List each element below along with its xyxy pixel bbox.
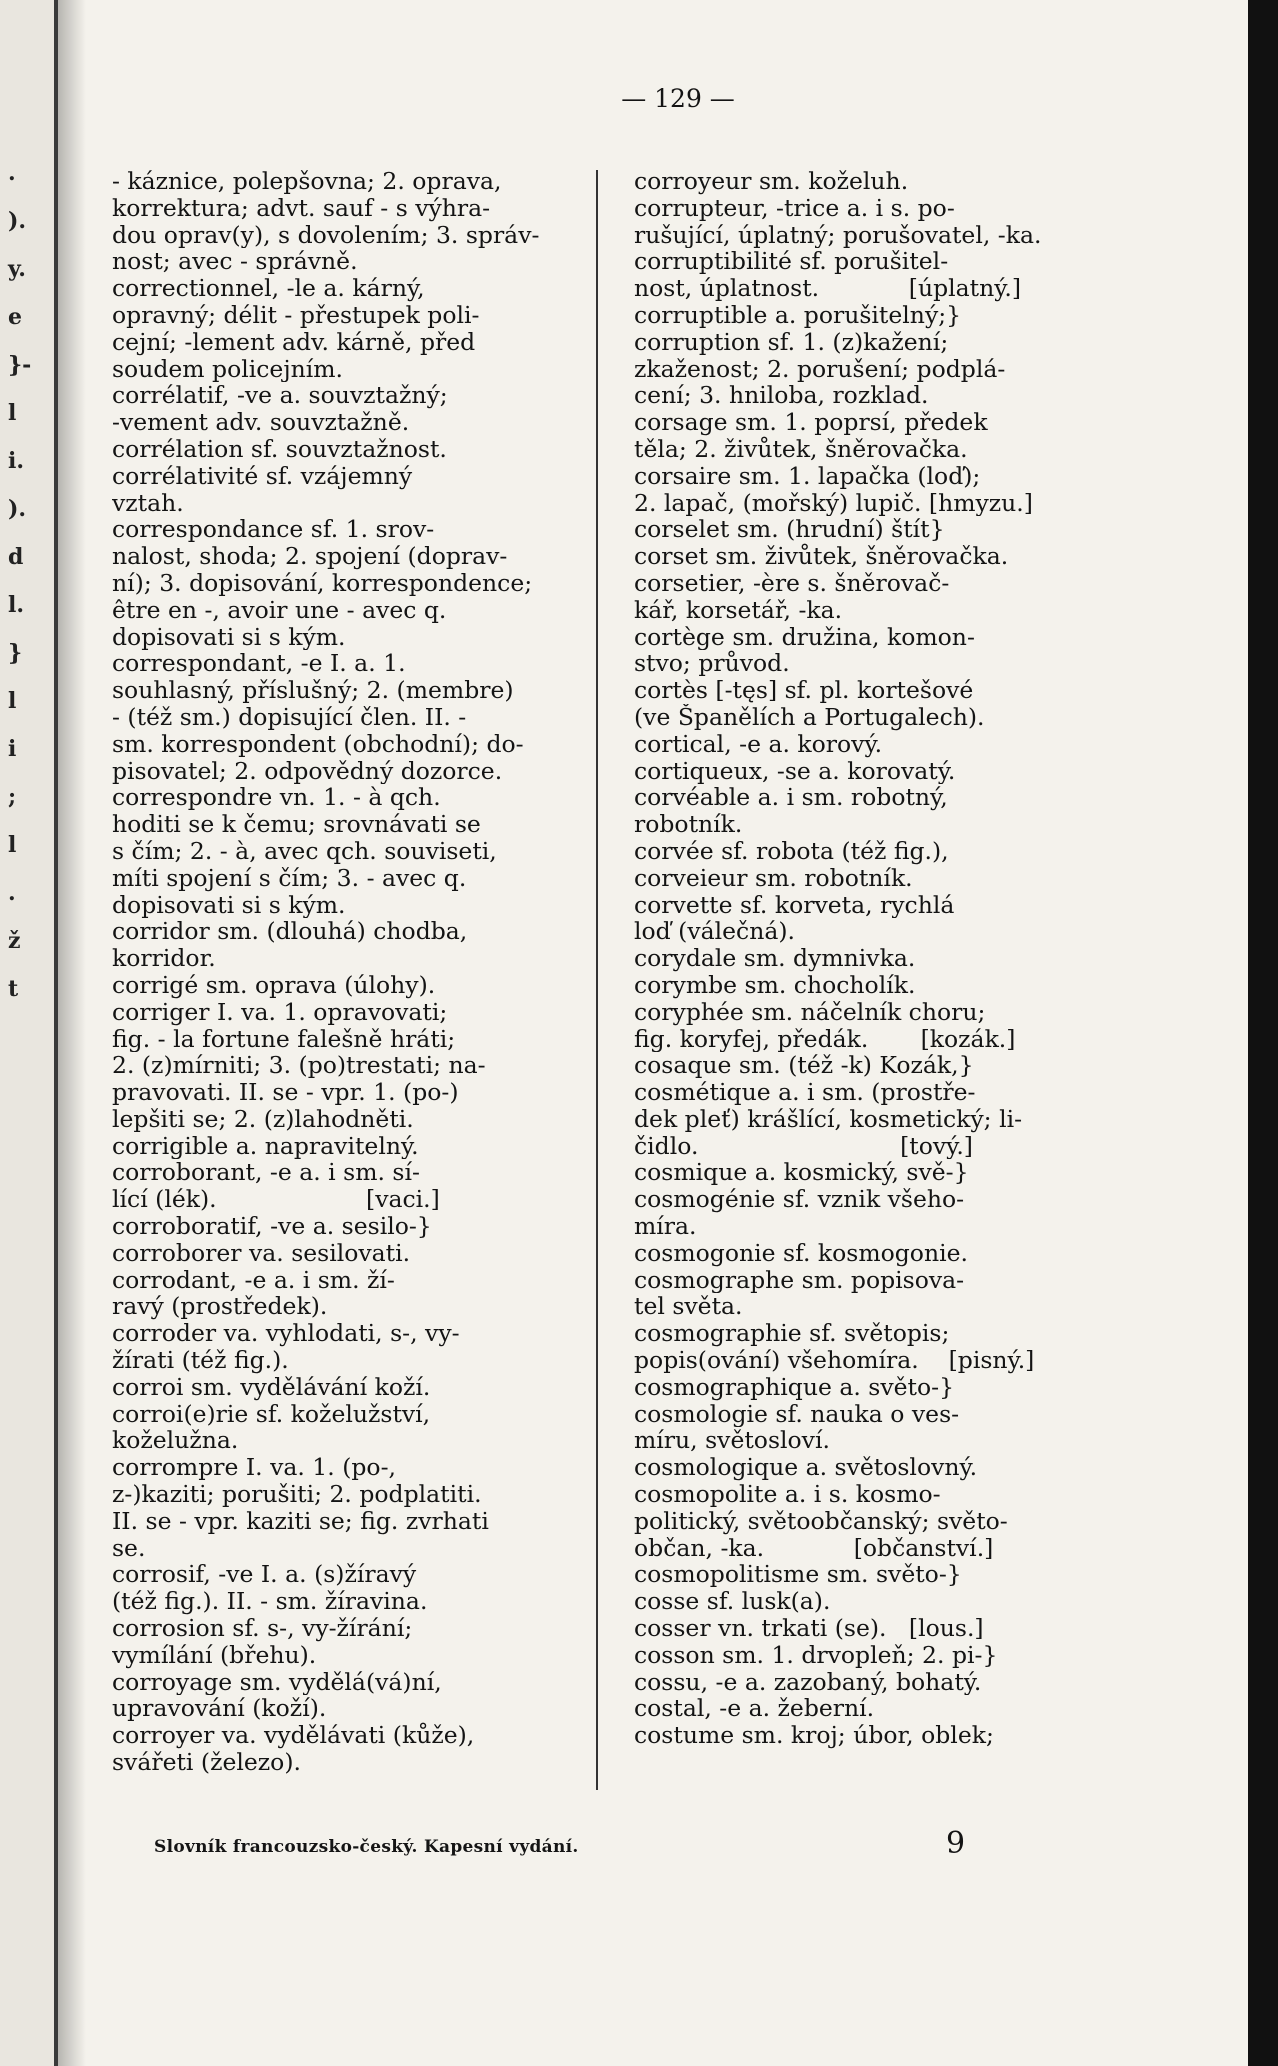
dictionary-line: popis(ování) všehomíra. [pisný.] [634,1347,1035,1374]
adjacent-page-fragment: ; [8,784,17,810]
dictionary-line: -vement adv. souvztažně. [112,409,410,436]
dictionary-line: cosmographique a. světo-} [634,1373,955,1401]
dictionary-line: souhlasný, příslušný; 2. (membre) [112,677,514,704]
adjacent-page-fragment: . [8,160,16,186]
dictionary-line: corroi(e)rie sf. koželužství, [112,1400,431,1428]
dictionary-line: korridor. [112,945,216,972]
dictionary-line: corrodant, -e a. i sm. ží- [112,1266,395,1294]
dictionary-line: ravý (prostředek). [112,1293,328,1321]
dictionary-line: corvette sf. korveta, rychlá [634,891,955,919]
dictionary-line: corroyer va. vydělávati (kůže), [112,1722,475,1750]
dictionary-line: cosmologique a. světoslovný. [634,1454,978,1482]
dictionary-line: dek pleť) krášlící, kosmetický; li- [634,1105,1023,1133]
dictionary-line: corroyage sm. vydělá(vá)ní, [112,1668,442,1696]
dictionary-line: corvéable a. i sm. robotný, [634,784,948,812]
dictionary-line: lící (lék). [vaci.] [112,1186,440,1214]
dictionary-line: corrompre I. va. 1. (po-, [112,1454,396,1482]
dictionary-line: těla; 2. živůtek, šněrovačka. [634,435,968,463]
dictionary-line: cosmique a. kosmický, svě-} [634,1159,969,1187]
dictionary-line: cosse sf. lusk(a). [634,1588,831,1616]
dictionary-line: corroder va. vyhlodati, s-, vy- [112,1320,460,1348]
adjacent-page-fragment: ž [8,928,21,954]
dictionary-line: cosmologie sf. nauka o ves- [634,1400,960,1428]
dictionary-line: II. se - vpr. kaziti se; fig. zvrhati [112,1507,489,1535]
dictionary-line: nalost, shoda; 2. spojení (doprav- [112,543,508,570]
adjacent-page-fragment: l [8,688,17,714]
dictionary-line: opravný; délit - přestupek poli- [112,301,480,329]
dictionary-line: corrélation sf. souvztažnost. [112,435,447,463]
dictionary-line: cejní; -lement adv. kárně, před [112,328,476,356]
dictionary-line: corroborant, -e a. i sm. sí- [112,1159,420,1187]
dictionary-line: corsetier, -ère s. šněrovač- [634,569,950,597]
dictionary-line: pravovati. II. se - vpr. 1. (po-) [112,1079,459,1106]
dictionary-line: - (též sm.) dopisující člen. II. - [112,703,467,731]
dictionary-line: corrupteur, -trice a. i s. po- [634,194,955,222]
dictionary-line: corsage sm. 1. poprsí, předek [634,409,988,436]
right-edge [1248,0,1278,2066]
dictionary-line: correctionnel, -le a. kárný, [112,275,425,302]
dictionary-line: costume sm. kroj; úbor, oblek; [634,1722,994,1750]
adjacent-page-fragment: . [8,880,16,906]
page-number: — 129 — [621,84,735,113]
dictionary-line: cosmétique a. i sm. (prostře- [634,1079,976,1106]
dictionary-line: corrosif, -ve I. a. (s)žíravý [112,1561,417,1589]
dictionary-line: cosser vn. trkati (se). [lous.] [634,1615,984,1642]
dictionary-line: cosmographie sf. světopis; [634,1320,950,1348]
dictionary-line: loď (válečná). [634,918,796,946]
dictionary-line: corrélativité sf. vzájemný [112,462,413,490]
dictionary-line: - káznice, polepšovna; 2. oprava, [112,168,502,195]
dictionary-line: z-)kaziti; porušiti; 2. podplatiti. [112,1481,482,1508]
dictionary-line: dopisovati si s kým. [112,891,346,919]
dictionary-line: corroboratif, -ve a. sesilo-} [112,1213,432,1240]
dictionary-line: corselet sm. (hrudní) štít} [634,516,945,544]
dictionary-line: cení; 3. hniloba, rozklad. [634,382,929,410]
dictionary-line: žírati (též fig.). [112,1347,289,1374]
dictionary-line: cosmogénie sf. vznik všeho- [634,1186,965,1214]
adjacent-page-fragment: } [8,640,23,666]
dictionary-line: fig. - la fortune falešně hráti; [112,1025,456,1053]
dictionary-line: correspondre vn. 1. - à qch. [112,784,441,812]
adjacent-page-fragment: ). [8,208,27,234]
dictionary-line: corridor sm. (dlouhá) chodba, [112,918,468,946]
dictionary-page [58,0,1248,2066]
signature-mark: 9 [946,1826,966,1861]
dictionary-line: nost, úplatnost. [úplatný.] [634,275,1022,302]
dictionary-line: (též fig.). II. - sm. žíravina. [112,1588,428,1616]
dictionary-line: être en -, avoir une - avec q. [112,596,447,624]
gutter-shadow [58,0,86,2066]
left-column [112,168,632,1776]
adjacent-page-fragment: i. [8,448,25,474]
dictionary-line: corveieur sm. robotník. [634,864,913,892]
adjacent-page-fragment: ). [8,496,27,522]
dictionary-line: cosson sm. 1. drvopleň; 2. pi-} [634,1641,998,1669]
dictionary-line: corruptible a. porušitelný;} [634,301,962,329]
dictionary-line: correspondance sf. 1. srov- [112,516,435,544]
dictionary-line: svářeti (železo). [112,1749,301,1776]
dictionary-line: corruptibilité sf. porušitel- [634,248,949,276]
dictionary-line: pisovatel; 2. odpovědný dozorce. [112,757,503,785]
dictionary-line: rušující, úplatný; porušovatel, -ka. [634,221,1042,249]
dictionary-line: corriger I. va. 1. opravovati; [112,998,448,1026]
dictionary-line: soudem policejním. [112,355,344,383]
dictionary-line: zkaženost; 2. porušení; podplá- [634,355,1006,383]
dictionary-line: coryphée sm. náčelník choru; [634,998,986,1026]
adjacent-page-fragment: }- [8,352,32,378]
dictionary-line: vztah. [112,489,184,517]
dictionary-line: hoditi se k čemu; srovnávati se [112,811,481,838]
dictionary-line: cosmogonie sf. kosmogonie. [634,1239,968,1267]
dictionary-line: dou oprav(y), s dovolením; 3. správ- [112,221,540,249]
dictionary-line: sm. korrespondent (obchodní); do- [112,730,524,758]
dictionary-line: corroyeur sm. koželuh. [634,168,909,195]
dictionary-line: costal, -e a. žeberní. [634,1695,875,1723]
dictionary-line: cosmographe sm. popisova- [634,1266,965,1294]
dictionary-line: cortès [-tęs] sf. pl. kortešové [634,677,974,704]
footer-title: Slovník francouzsko-český. Kapesní vydání. [154,1837,579,1857]
dictionary-line: kář, korsetář, -ka. [634,596,843,624]
dictionary-line: míru, světosloví. [634,1427,830,1455]
dictionary-line: corrigible a. napravitelný. [112,1132,419,1160]
dictionary-line: corydale sm. dymnivka. [634,945,916,972]
dictionary-line: tel světa. [634,1293,743,1321]
adjacent-page-fragment: l [8,832,17,858]
dictionary-line: cortège sm. družina, komon- [634,623,975,651]
dictionary-line: s čím; 2. - à, avec qch. souviseti, [112,837,497,865]
dictionary-line: nost; avec - správně. [112,248,358,276]
dictionary-line: čidlo. [tový.] [634,1132,973,1160]
dictionary-line: corsaire sm. 1. lapačka (loď); [634,462,981,490]
dictionary-line: robotník. [634,811,743,838]
dictionary-line: corroborer va. sesilovati. [112,1239,411,1267]
dictionary-line: vymílání (břehu). [112,1641,317,1669]
dictionary-line: cortiqueux, -se a. korovatý. [634,757,956,785]
dictionary-line: míti spojení s čím; 3. - avec q. [112,864,467,892]
dictionary-line: corset sm. živůtek, šněrovačka. [634,543,1009,570]
dictionary-line: cossu, -e a. zazobaný, bohatý. [634,1668,982,1696]
dictionary-line: koželužna. [112,1427,239,1455]
dictionary-line: 2. lapač, (mořský) lupič. [hmyzu.] [634,489,1033,517]
adjacent-page-edge [0,0,60,2066]
dictionary-line: míra. [634,1213,697,1240]
dictionary-line: ní); 3. dopisování, korrespondence; [112,569,533,597]
dictionary-line: corruption sf. 1. (z)kažení; [634,328,949,356]
dictionary-line: corymbe sm. chocholík. [634,971,916,999]
dictionary-line: lepšiti se; 2. (z)lahodněti. [112,1105,414,1133]
dictionary-line: fig. koryfej, předák. [kozák.] [634,1025,1016,1053]
dictionary-line: corrosion sf. s-, vy-žírání; [112,1615,413,1642]
dictionary-line: cortical, -e a. korový. [634,730,883,758]
dictionary-line: se. [112,1534,146,1562]
right-column [634,168,1204,1749]
adjacent-page-fragment: l [8,400,17,426]
dictionary-line: cosaque sm. (též -k) Kozák,} [634,1052,974,1080]
dictionary-line: corroi sm. vydělávání koží. [112,1373,431,1401]
dictionary-line: corvée sf. robota (též fig.), [634,837,949,865]
dictionary-line: corrigé sm. oprava (úlohy). [112,971,436,999]
adjacent-page-fragment: y. [8,256,26,282]
adjacent-page-fragment: i [8,736,17,762]
dictionary-line: corrélatif, -ve a. souvztažný; [112,382,448,410]
dictionary-line: cosmopolitisme sm. světo-} [634,1561,962,1589]
dictionary-line: correspondant, -e I. a. 1. [112,650,406,678]
adjacent-page-fragment: d [8,544,24,570]
dictionary-line: občan, -ka. [občanství.] [634,1534,994,1562]
column-rule [596,170,598,1790]
dictionary-line: politický, světoobčanský; světo- [634,1507,1008,1535]
dictionary-line: cosmopolite a. i s. kosmo- [634,1481,941,1508]
dictionary-line: dopisovati si s kým. [112,623,346,651]
dictionary-line: stvo; průvod. [634,650,790,678]
dictionary-line: (ve Španělích a Portugalech). [634,703,985,731]
adjacent-page-fragment: l. [8,592,25,618]
dictionary-line: korrektura; advt. sauf - s výhra- [112,194,491,222]
adjacent-page-fragment: e [8,304,22,330]
adjacent-page-fragment: t [8,976,19,1002]
dictionary-line: 2. (z)mírniti; 3. (po)trestati; na- [112,1052,486,1080]
dictionary-line: upravování (koží). [112,1695,327,1723]
